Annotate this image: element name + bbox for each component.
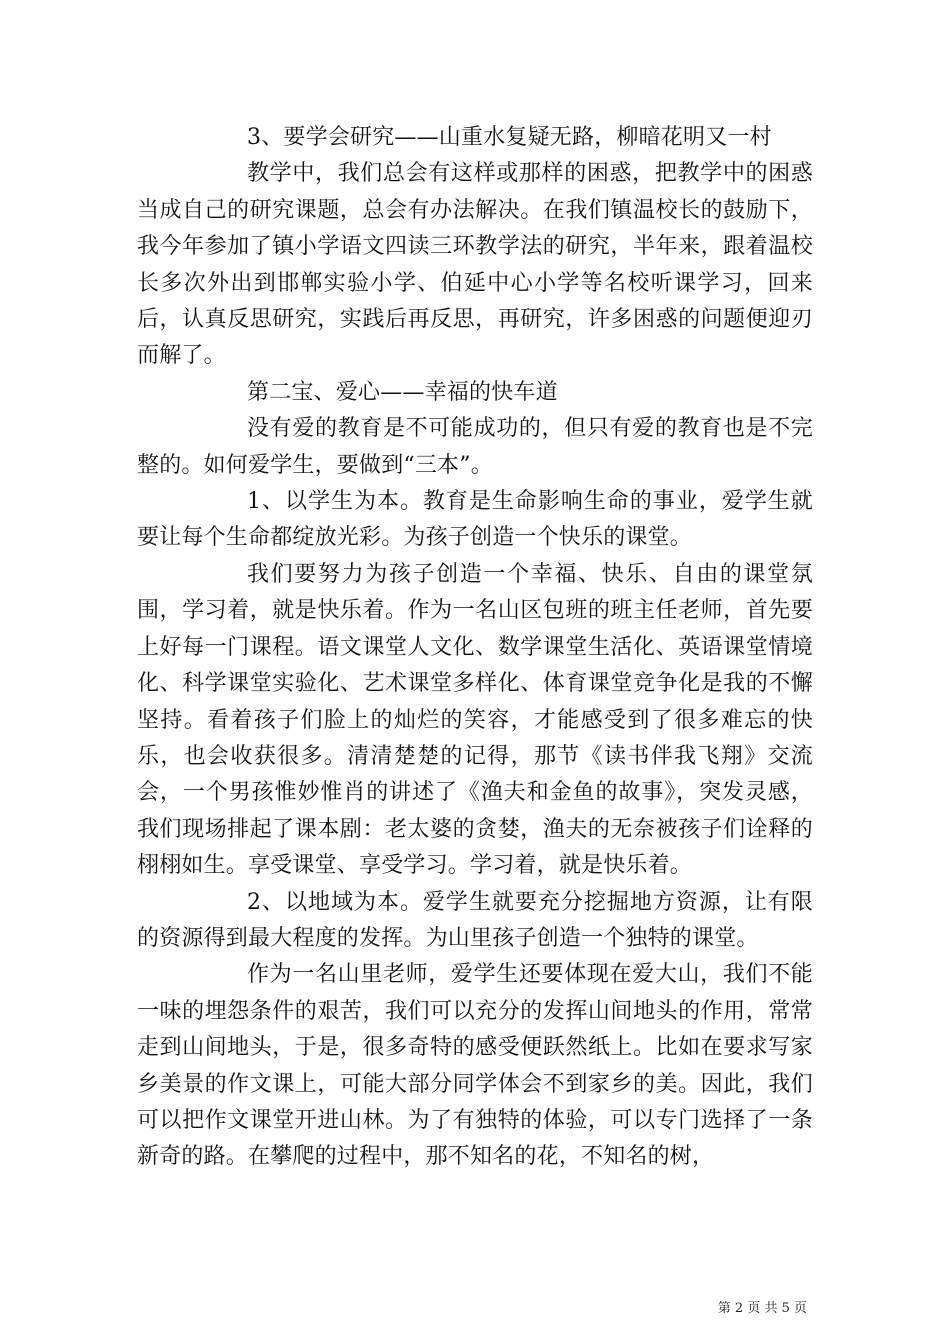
paragraph-student-centered: 1、以学生为本。教育是生命影响生命的事业，爱学生就要让每个生命都绽放光彩。为孩子创造一个快乐的课堂。 <box>137 489 813 551</box>
paragraph-love-intro: 没有爱的教育是不可能成功的，但只有爱的教育也是不完整的。如何爱学生，要做到“三本”。 <box>137 416 813 478</box>
page-number: 第 2 页 共 5 页 <box>717 1301 807 1316</box>
paragraph-mountain-teacher: 作为一名山里老师，爱学生还要体现在爱大山，我们不能一味的埋怨条件的艰苦，我们可以充分的发挥山间地头的作用，常常走到山间地头，于是，很多奇特的感受便跃然纸上。比如在要求写家乡美景的作文课上，可能大部分同学体会不到家乡的美。因此，我们可以把作文课堂开进山林。为了有独特的体验，可以专门选择了一条新奇的路。在攀爬的过程中，那不知名的花，不知名的树， <box>137 962 813 1170</box>
paragraph-region-centered: 2、以地域为本。爱学生就要充分挖掘地方资源，让有限的资源得到最大程度的发挥。为山里孩子创造一个独特的课堂。 <box>137 889 813 951</box>
heading-love: 第二宝、爱心——幸福的快车道 <box>247 379 558 405</box>
paragraph-happy-classroom: 我们要努力为孩子创造一个幸福、快乐、自由的课堂氛围，学习着，就是快乐着。作为一名山区包班的班主任老师，首先要上好每一门课程。语文课堂人文化、数学课堂生活化、英语课堂情境化、科学课堂实验化、艺术课堂多样化、体育课堂竞争化是我的不懈坚持。看着孩子们脸上的灿烂的笑容，才能感受到了很多难忘的快乐，也会收获很多。清清楚楚的记得，那节《读书伴我飞翔》交流会，一个男孩惟妙惟肖的讲述了《渔夫和金鱼的故事》，突发灵感，我们现场排起了课本剧：老太婆的贪婪，渔夫的无奈被孩子们诠释的栩栩如生。享受课堂、享受学习。学习着，就是快乐着。 <box>137 561 813 879</box>
body-text <box>137 120 813 1176</box>
heading-research: 3、要学会研究——山重水复疑无路，柳暗花明又一村 <box>247 125 772 150</box>
paragraph-research-body: 教学中，我们总会有这样或那样的困惑，把教学中的困惑当成自己的研究课题，总会有办法解决。在我们镇温校长的鼓励下，我今年参加了镇小学语文四读三环教学法的研究，半年来，跟着温校长多次外出到邯郸实验小学、伯延中心小学等名校听课学习，回来后，认真反思研究，实践后再反思，再研究，许多困惑的问题便迎刃而解了。 <box>137 161 813 369</box>
